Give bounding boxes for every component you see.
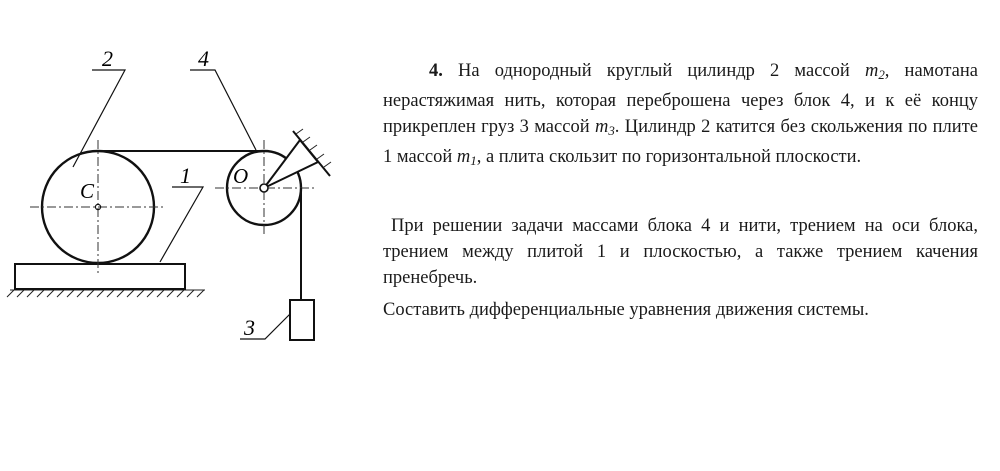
cylinder-axes bbox=[30, 140, 165, 275]
problem-number: 4. bbox=[429, 61, 443, 81]
mass-m2-subscript: 2 bbox=[878, 67, 885, 83]
statement-part-3: . Цилиндр 2 катится без скольжения по плите 1 массой bbox=[383, 117, 978, 168]
label-cylinder-2: 2 bbox=[102, 46, 113, 71]
statement-part-1: На однородный круглый цилиндр 2 массой bbox=[458, 61, 865, 81]
mass-m2-symbol: m bbox=[864, 61, 879, 81]
label-weight-3: 3 bbox=[244, 315, 255, 340]
statement-part-4: , а плита скользит по горизонтальной плоскости. bbox=[476, 147, 862, 168]
weight-3 bbox=[290, 300, 314, 340]
mass-m1-symbol: m bbox=[456, 147, 471, 168]
label-center-c: C bbox=[80, 179, 95, 203]
block-support bbox=[264, 129, 331, 188]
statement-part-2: , намотана нерастяжимая нить, которая переброшена через блок 4, и к её концу прикреплен груз 3 массой bbox=[383, 61, 979, 138]
leader-lines bbox=[73, 70, 290, 339]
task-paragraph bbox=[383, 297, 978, 323]
assumptions-paragraph bbox=[383, 213, 978, 291]
ground-hatching bbox=[7, 290, 205, 297]
mass-m3-subscript: 3 bbox=[608, 123, 615, 139]
label-center-o: O bbox=[233, 164, 249, 188]
mass-m3-symbol: m bbox=[594, 117, 609, 138]
problem-statement bbox=[383, 58, 978, 175]
plate-1 bbox=[15, 264, 185, 289]
mechanism-figure bbox=[0, 0, 370, 471]
label-plate-1: 1 bbox=[180, 163, 191, 188]
mass-m1-subscript: 1 bbox=[470, 153, 477, 169]
assumptions-text: При решении задачи массами блока 4 и нити, трением на оси блока, трением между плитой 1 и плоскостью, а также трением качения пренебречь. bbox=[383, 216, 978, 288]
task-text: Составить дифференциальные уравнения движения системы. bbox=[383, 300, 869, 320]
label-block-4: 4 bbox=[198, 46, 209, 71]
block-axle-hinge bbox=[260, 184, 268, 192]
